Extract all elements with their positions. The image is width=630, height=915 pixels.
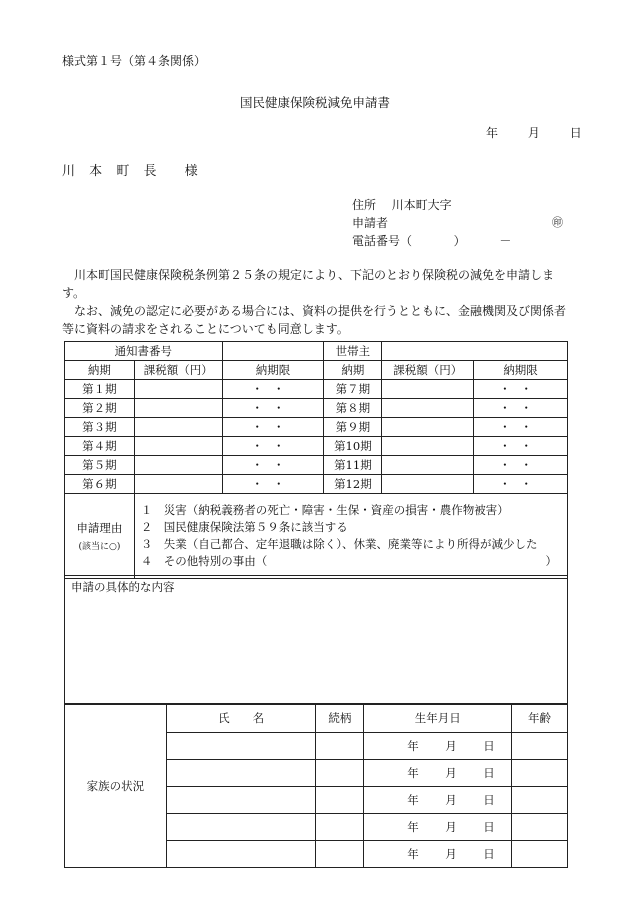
col-age: 年齢 <box>512 704 568 733</box>
birth-day-unit: 日 <box>483 793 495 807</box>
amount-cell[interactable] <box>134 475 222 494</box>
period-label: 第12期 <box>324 475 382 494</box>
deadline-cell[interactable]: ・・ <box>222 475 324 494</box>
col-period: 納期 <box>65 361 135 380</box>
phone-close: ） <box>453 234 466 248</box>
reason-note: (該当に○) <box>78 542 121 552</box>
reason-option-2[interactable]: ２ 国民健康保険法第５９条に該当する <box>140 520 348 534</box>
amount-cell[interactable] <box>134 437 222 456</box>
deadline-cell[interactable]: ・・ <box>474 418 568 437</box>
addressee-char: 町 <box>116 164 130 179</box>
reason-option-4-text: ４ その他特別の事由（ <box>140 554 268 568</box>
period-label: 第８期 <box>324 399 382 418</box>
amount-cell[interactable] <box>382 418 474 437</box>
deadline-cell[interactable]: ・・ <box>222 399 324 418</box>
reason-options <box>134 494 567 579</box>
family-relation-cell[interactable] <box>316 760 364 787</box>
birth-year-unit: 年 <box>407 847 419 861</box>
applicant-block <box>352 196 563 250</box>
addressee <box>62 160 198 179</box>
birth-day-unit: 日 <box>483 766 495 780</box>
household-head-label: 世帯主 <box>324 342 382 361</box>
period-label: 第９期 <box>324 418 382 437</box>
family-name-cell[interactable] <box>166 841 316 868</box>
body-text <box>62 266 572 338</box>
period-label: 第７期 <box>324 380 382 399</box>
reason-option-3[interactable]: ３ 失業（自己都合、定年退職は除く）、休業、廃業等により所得が減少した <box>140 537 538 551</box>
family-age-cell[interactable] <box>512 760 568 787</box>
family-age-cell[interactable] <box>512 841 568 868</box>
reason-label-cell <box>65 494 135 579</box>
deadline-cell[interactable]: ・・ <box>222 456 324 475</box>
date-line <box>486 124 582 141</box>
phone-dash: － <box>499 234 512 248</box>
birth-day-unit: 日 <box>483 847 495 861</box>
amount-cell[interactable] <box>134 399 222 418</box>
reason-label: 申請理由 <box>76 521 123 535</box>
amount-cell[interactable] <box>382 399 474 418</box>
family-label: 家族の状況 <box>65 704 167 868</box>
family-birth-cell[interactable] <box>364 733 512 760</box>
period-label: 第１期 <box>65 380 135 399</box>
body-paragraph: なお、減免の認定に必要がある場合には、資料の提供を行うとともに、金融機関及び関係者等に資料の請求をされることについても同意します。 <box>62 304 567 336</box>
family-age-cell[interactable] <box>512 733 568 760</box>
birth-year-unit: 年 <box>407 793 419 807</box>
reason-option-1[interactable]: １ 災害（納税義務者の死亡・障害・生保・資産の損害・農作物被害） <box>140 503 509 517</box>
period-label: 第４期 <box>65 437 135 456</box>
birth-day-unit: 日 <box>483 739 495 753</box>
col-amount: 課税額（円） <box>134 361 222 380</box>
amount-cell[interactable] <box>134 456 222 475</box>
deadline-cell[interactable]: ・・ <box>474 399 568 418</box>
birth-month-unit: 月 <box>445 847 457 861</box>
period-label: 第２期 <box>65 399 135 418</box>
deadline-cell[interactable]: ・・ <box>474 437 568 456</box>
birth-month-unit: 月 <box>445 820 457 834</box>
birth-year-unit: 年 <box>407 739 419 753</box>
date-year: 年 <box>486 126 499 140</box>
family-name-cell[interactable] <box>166 787 316 814</box>
notice-number-value[interactable] <box>222 342 324 361</box>
family-age-cell[interactable] <box>512 787 568 814</box>
amount-cell[interactable] <box>134 418 222 437</box>
deadline-cell[interactable]: ・・ <box>474 475 568 494</box>
col-period: 納期 <box>324 361 382 380</box>
reason-option-4-close: ） <box>545 554 557 568</box>
deadline-cell[interactable]: ・・ <box>474 456 568 475</box>
amount-cell[interactable] <box>134 380 222 399</box>
family-relation-cell[interactable] <box>316 787 364 814</box>
family-birth-cell[interactable] <box>364 814 512 841</box>
birth-day-unit: 日 <box>483 820 495 834</box>
amount-cell[interactable] <box>382 437 474 456</box>
date-month: 月 <box>527 126 540 140</box>
deadline-cell[interactable]: ・・ <box>474 380 568 399</box>
seal-mark: ㊞ <box>552 216 563 229</box>
reason-option-4[interactable] <box>141 553 561 570</box>
family-name-cell[interactable] <box>166 733 316 760</box>
family-age-cell[interactable] <box>512 814 568 841</box>
body-paragraph: 川本町国民健康保険税条例第２５条の規定により、下記のとおり保険税の減免を申請します。 <box>62 268 555 300</box>
period-label: 第10期 <box>324 437 382 456</box>
family-name-cell[interactable] <box>166 814 316 841</box>
period-label: 第６期 <box>65 475 135 494</box>
details-table <box>64 575 568 705</box>
deadline-cell[interactable]: ・・ <box>222 437 324 456</box>
details-label: 申請の具体的な内容 <box>71 580 175 594</box>
notice-number-label: 通知書番号 <box>65 342 223 361</box>
col-relation: 続柄 <box>316 704 364 733</box>
addressee-char: 様 <box>184 164 198 179</box>
period-label: 第11期 <box>324 456 382 475</box>
family-birth-cell[interactable] <box>364 787 512 814</box>
form-number: 様式第１号（第４条関係） <box>62 54 207 68</box>
applicant-name-label: 申請者 <box>352 216 389 230</box>
address-value: 川本町大字 <box>391 198 452 212</box>
deadline-cell[interactable]: ・・ <box>222 380 324 399</box>
amount-cell[interactable] <box>382 456 474 475</box>
phone-label: 電話番号（ <box>352 234 413 248</box>
family-relation-cell[interactable] <box>316 733 364 760</box>
addressee-char: 長 <box>143 164 157 179</box>
family-name-cell[interactable] <box>166 760 316 787</box>
addressee-char: 本 <box>89 164 103 179</box>
col-deadline: 納期限 <box>474 361 568 380</box>
details-cell[interactable] <box>65 576 568 705</box>
family-birth-cell[interactable] <box>364 760 512 787</box>
period-label: 第５期 <box>65 456 135 475</box>
tax-period-table <box>64 341 568 579</box>
col-name: 氏 名 <box>166 704 316 733</box>
period-label: 第３期 <box>65 418 135 437</box>
household-head-value[interactable] <box>382 342 568 361</box>
deadline-cell[interactable]: ・・ <box>222 418 324 437</box>
col-amount: 課税額（円） <box>382 361 474 380</box>
birth-year-unit: 年 <box>407 820 419 834</box>
date-day: 日 <box>569 126 582 140</box>
col-birth: 生年月日 <box>364 704 512 733</box>
family-relation-cell[interactable] <box>316 814 364 841</box>
family-table <box>64 703 568 868</box>
addressee-char: 川 <box>62 164 76 179</box>
birth-month-unit: 月 <box>445 793 457 807</box>
birth-year-unit: 年 <box>407 766 419 780</box>
birth-month-unit: 月 <box>445 766 457 780</box>
amount-cell[interactable] <box>382 475 474 494</box>
family-birth-cell[interactable] <box>364 841 512 868</box>
birth-month-unit: 月 <box>445 739 457 753</box>
family-relation-cell[interactable] <box>316 841 364 868</box>
address-label: 住所 <box>352 198 377 212</box>
document-title: 国民健康保険税減免申請書 <box>239 95 390 110</box>
amount-cell[interactable] <box>382 380 474 399</box>
col-deadline: 納期限 <box>222 361 324 380</box>
